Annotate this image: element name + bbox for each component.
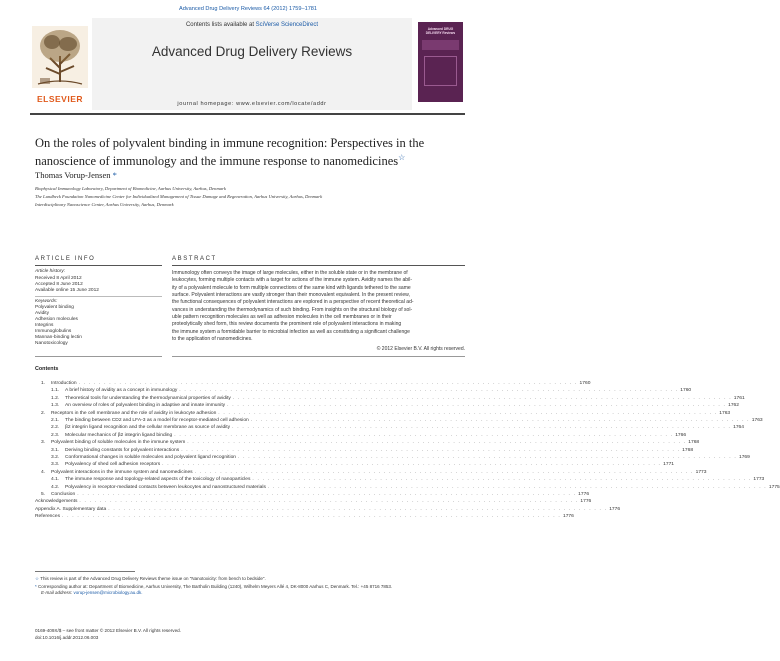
toc-entry-number: 4.2. [51, 484, 60, 490]
corresponding-author-mark[interactable]: * [112, 170, 117, 180]
affiliation-3: Interdisciplinary Nanoscience Center, Aarhus University, Aarhus, Denmark [35, 202, 174, 207]
toc-entry-number: 3.3. [51, 462, 60, 468]
toc-entry[interactable] [35, 498, 592, 505]
email-label: E-mail address: [41, 590, 74, 595]
toc-entry-label[interactable]: Appendix A. Supplementary data [35, 506, 107, 512]
toc-leader-dots: . . . . . . . . . . . . . . . . . . . . . . . . . . . . . . . . . . . . . . . . . . . . . . . . . . . . . . . . . . . . . . . . . . . . . . . . . . . . . . . . . . . . . . . . . . . . . . . . . . [77, 492, 577, 497]
toc-entry-page: 1776 [580, 499, 592, 505]
contents-lists-line [92, 22, 412, 28]
toc-leader-dots: . . . . . . . . . . . . . . . . . . . . . . . . . . . . . . . . . . . . . . . . . . . . . . . . . . . . . . . . . . . . . . . . . . . . . . . . . . . . . . . . . . . . . . . . . . . . . . . . . . [162, 462, 662, 468]
sciencedirect-link[interactable]: SciVerse ScienceDirect [255, 22, 319, 28]
article-title [35, 136, 465, 168]
abstract-line: leukocytes, forming multiple contacts with a target for actions of the immune system. Avidity names the abil- [172, 277, 413, 284]
toc-entry-label[interactable]: Polyvalency in receptor-mediated contacts between leukocytes and nanostructured materials [65, 484, 266, 490]
toc-entry-label[interactable]: The immune response and topology-related aspects of the toxicology of nanoparticles [65, 477, 251, 483]
cover-band [422, 40, 459, 50]
toc-entry-page: 1768 [682, 447, 694, 453]
keyword-item: Nanotoxicology [35, 341, 68, 346]
toc-entry-page: 1761 [733, 395, 745, 401]
contents-heading: Contents [35, 366, 59, 372]
toc-leader-dots: . . . . . . . . . . . . . . . . . . . . . . . . . . . . . . . . . . . . . . . . . . . . . . . . . . . . . . . . . . . . . . . . . . . . . . . . . . . . . . . . . . . . . . . . . . . . . . . . . . [62, 514, 561, 520]
abstract-line: proteolytically shed form, this review documents the prominent role of polyvalent interactions in making [172, 321, 402, 328]
toc-entry-label[interactable]: References [35, 514, 61, 520]
toc-entry-label[interactable]: Acknowledgements [35, 499, 78, 505]
footnote-email [35, 590, 465, 596]
toc-leader-dots: . . . . . . . . . . . . . . . . . . . . . . . . . . . . . . . . . . . . . . . . . . . . . . . . . . . . . . . . . . . . . . . . . . . . . . . . . . . . . . . . . . . . . . . . . . . . . . . . . . [227, 403, 727, 409]
toc-entry-label[interactable]: Introduction [51, 381, 77, 386]
email-link[interactable]: vorup-jensen@microbiology.au.dk. [73, 590, 143, 595]
toc-entry-number: 1. [41, 381, 46, 386]
author-name: Thomas Vorup-Jensen [35, 170, 111, 180]
toc-entry[interactable] [35, 439, 700, 446]
keyword-item: Avidity [35, 311, 50, 316]
history-accepted: Accepted 8 June 2012 [35, 282, 83, 287]
abstract-rule [172, 265, 465, 266]
toc-entry-number: 2.2. [51, 425, 60, 431]
toc-leader-dots: . . . . . . . . . . . . . . . . . . . . . . . . . . . . . . . . . . . . . . . . . . . . . . . . . . . . . . . . . . . . . . . . . . . . . . . . . . . . . . . . . . . . . . . . . . . . . . . . . . [218, 410, 718, 416]
toc-entry[interactable] [35, 491, 590, 498]
toc-entry[interactable] [35, 395, 745, 402]
toc-entry[interactable] [35, 447, 694, 454]
keyword-item: Integrins [35, 323, 54, 328]
toc-leader-dots: . . . . . . . . . . . . . . . . . . . . . . . . . . . . . . . . . . . . . . . . . . . . . . . . . . . . . . . . . . . . . . . . . . . . . . . . . . . . . . . . . . . . . . . . . . . . . . . . . . [179, 388, 679, 394]
toc-entry[interactable] [35, 476, 765, 483]
toc-leader-dots: . . . . . . . . . . . . . . . . . . . . . . . . . . . . . . . . . . . . . . . . . . . . . . . . . . . . . . . . . . . . . . . . . . . . . . . . . . . . . . . . . . . . . . . . . . . . . . . . . . [194, 469, 694, 475]
toc-entry-page: 1762 [728, 403, 739, 409]
toc-entry-page: 1773 [753, 477, 765, 483]
toc-entry-number: 3. [41, 440, 46, 446]
toc-entry-number: 5. [41, 492, 46, 497]
toc-entry-number: 3.2. [51, 455, 60, 460]
toc-entry-label[interactable]: Polyvalency of shed cell adhesion receptors [65, 462, 161, 468]
toc-entry-number: 1.2. [51, 395, 60, 401]
abstract-body [172, 270, 465, 343]
keyword-item: Immunoglobulins [35, 329, 72, 334]
toc-entry-page: 1763 [719, 410, 731, 416]
toc-leader-dots: . . . . . . . . . . . . . . . . . . . . . . . . . . . . . . . . . . . . . . . . . . . . . . . . . . . . . . . . . . . . . . . . . . . . . . . . . . . . . . . . . . . . . . . . . . . . . . . . . . [174, 432, 674, 438]
article-title-text: On the roles of polyvalent binding in immune recognition: Perspectives in the nanoscience of immunology and the immune response to nanomedicines [35, 136, 425, 168]
toc-entry[interactable] [35, 469, 707, 476]
toc-leader-dots: . . . . . . . . . . . . . . . . . . . . . . . . . . . . . . . . . . . . . . . . . . . . . . . . . . . . . . . . . . . . . . . . . . . . . . . . . . . . . . . . . . . . . . . . . . . . . . . . . . [232, 425, 732, 431]
keywords-label: Keywords: [35, 299, 58, 304]
footnote-text: This review is part of the Advanced Drug Delivery Reviews theme issue on "Nanotoxicity: from bench to bedside". [40, 576, 266, 581]
toc-entry-label[interactable]: A brief history of avidity as a concept in immunology [65, 388, 178, 394]
toc-entry-label[interactable]: Conclusion [51, 492, 76, 497]
doi-link[interactable]: doi:10.1016/j.addr.2012.06.003 [35, 635, 99, 640]
history-online: Available online 15 June 2012 [35, 288, 99, 293]
toc-entry-label[interactable]: Molecular mechanics of β2 integrin ligand binding [65, 432, 173, 438]
article-info-rule [35, 265, 162, 266]
toc-entry-label[interactable]: The binding between CD2 and LFA-3 as a model for receptor-mediated cell adhesion [65, 418, 249, 423]
affiliation-2: The Lundbeck Foundation Nanomedicine Center for Individualized Management of Tissue Damage and Regeneration, Aarhus University, Aarhus, Denmark [35, 194, 323, 199]
toc-leader-dots: . . . . . . . . . . . . . . . . . . . . . . . . . . . . . . . . . . . . . . . . . . . . . . . . . . . . . . . . . . . . . . . . . . . . . . . . . . . . . . . . . . . . . . . . . . . . . . . . . . [250, 418, 750, 423]
cover-frame [424, 56, 457, 86]
footnote-theme-issue [35, 576, 465, 582]
toc-entry-page: 1773 [695, 469, 707, 475]
homepage-prefix: journal homepage: [177, 101, 237, 107]
elsevier-logo [30, 18, 90, 110]
toc-entry[interactable] [35, 484, 780, 491]
toc-entry-number: 1.1. [51, 388, 60, 394]
toc-entry-number: 2.3. [51, 432, 60, 438]
title-footnote-mark[interactable]: ☆ [398, 152, 406, 162]
article-info-bottom-rule [35, 356, 162, 357]
footnote-rule [35, 571, 135, 572]
toc-entry-page: 1769 [738, 455, 750, 460]
toc-entry-page: 1776 [562, 514, 574, 520]
abstract-bottom-rule [172, 356, 465, 357]
toc-entry-number: 3.1. [51, 447, 60, 453]
toc-leader-dots: . . . . . . . . . . . . . . . . . . . . . . . . . . . . . . . . . . . . . . . . . . . . . . . . . . . . . . . . . . . . . . . . . . . . . . . . . . . . . . . . . . . . . . . . . . . . . . . . . . [79, 499, 579, 505]
history-label: Article history: [35, 269, 66, 274]
copyright-notice: © 2012 Elsevier B.V. All rights reserved. [376, 346, 465, 352]
toc-leader-dots: . . . . . . . . . . . . . . . . . . . . . . . . . . . . . . . . . . . . . . . . . . . . . . . . . . . . . . . . . . . . . . . . . . . . . . . . . . . . . . . . . . . . . . . . . . . . . . . . . . [108, 506, 608, 512]
abstract-line: uble pattern recognition molecules as well as adhesion molecules in the cell membranes or in their [172, 314, 392, 321]
toc-entry-page: 1776 [609, 506, 621, 512]
abstract-line: to the application of nanomedicines. [172, 336, 253, 343]
toc-entry[interactable] [35, 417, 763, 424]
keyword-item: Mannan-binding lectin [35, 335, 82, 340]
toc-leader-dots: . . . . . . . . . . . . . . . . . . . . . . . . . . . . . . . . . . . . . . . . . . . . . . . . . . . . . . . . . . . . . . . . . . . . . . . . . . . . . . . . . . . . . . . . . . . . . . . . . . [238, 455, 737, 460]
journal-masthead [30, 18, 465, 110]
toc-entry-page: 1766 [675, 432, 687, 438]
toc-entry-page: 1771 [663, 462, 675, 468]
abstract-line: vances in understanding the thermodynamics of such binding. From insights on the structural biology of sol- [172, 306, 413, 313]
toc-entry[interactable] [35, 461, 675, 468]
toc-entry-label[interactable]: Deriving binding constants for polyvalent interactions [65, 447, 180, 453]
keyword-item: Adhesion molecules [35, 317, 78, 322]
toc-entry[interactable] [35, 410, 731, 417]
toc-entry[interactable] [35, 432, 687, 439]
masthead-banner [92, 18, 412, 110]
toc-entry-page: 1768 [688, 440, 700, 446]
toc-entry[interactable] [35, 513, 574, 520]
abstract-heading: ABSTRACT [172, 256, 217, 262]
author-line [35, 170, 117, 180]
toc-entry[interactable] [35, 380, 591, 387]
contents-prefix: Contents lists available at [185, 22, 256, 28]
toc-leader-dots: . . . . . . . . . . . . . . . . . . . . . . . . . . . . . . . . . . . . . . . . . . . . . . . . . . . . . . . . . . . . . . . . . . . . . . . . . . . . . . . . . . . . . . . . . . . . . . . . . . [181, 447, 681, 453]
toc-leader-dots: . . . . . . . . . . . . . . . . . . . . . . . . . . . . . . . . . . . . . . . . . . . . . . . . . . . . . . . . . . . . . . . . . . . . . . . . . . . . . . . . . . . . . . . . . . . . . . . . . . [252, 477, 752, 483]
abstract-line: surface. Polyvalent interactions are vastly stronger than their monovalent equivalent. In the present review, [172, 292, 410, 299]
article-info-heading: ARTICLE INFO [35, 256, 96, 262]
toc-entry-number: 4.1. [51, 477, 60, 483]
toc-entry-page: 1760 [680, 388, 692, 394]
abstract-line: the immune system a formidable barrier to microbial infection as well as constituting a significant challenge [172, 328, 410, 335]
toc-entry-number: 2.1. [51, 418, 60, 423]
footnote-text: Corresponding author at: Department of Biomedicine, Aarhus University, The Bartholin Building (1240), Wilhelm Meyers Allé 4, DK-8000 Aarhus C, Denmark. Tel.: +45 8716 7853. [38, 584, 393, 589]
journal-reference[interactable]: Advanced Drug Delivery Reviews 64 (2012) 1759–1781 [178, 6, 318, 12]
toc-leader-dots: . . . . . . . . . . . . . . . . . . . . . . . . . . . . . . . . . . . . . . . . . . . . . . . . . . . . . . . . . . . . . . . . . . . . . . . . . . . . . . . . . . . . . . . . . . . . . . . . . . [232, 395, 732, 401]
toc-entry[interactable] [35, 387, 692, 394]
affiliation-1: Biophysical Immunology Laboratory, Department of Biomedicine, Aarhus University, Aarhus, Denmark [35, 186, 226, 191]
abstract-line: the functional consequences of polyvalent interactions are explored in a perspective of recent theoretical ad- [172, 299, 414, 306]
toc-entry-page: 1763 [751, 418, 763, 423]
homepage-link[interactable]: www.elsevier.com/locate/addr [236, 101, 327, 107]
toc-entry[interactable] [35, 454, 750, 461]
history-received: Received 8 April 2012 [35, 276, 82, 281]
issn-line: 0169-409X/$ – see front matter © 2012 Elsevier B.V. All rights reserved. [35, 628, 181, 633]
toc-entry[interactable] [35, 402, 739, 409]
toc-entry-label[interactable]: Theoretical tools for understanding the thermodynamical properties of avidity [65, 395, 231, 401]
journal-cover-image[interactable] [418, 22, 463, 102]
keyword-item: Polyvalent binding [35, 305, 74, 310]
toc-entry-page: 1775 [768, 484, 780, 490]
toc-entry-page: 1776 [578, 492, 590, 497]
journal-homepage-line [92, 101, 412, 107]
toc-entry-label[interactable]: β2 integrin ligand recognition and the cellular membrane as source of avidity [65, 425, 231, 431]
abstract-line: Immunology often conveys the image of large molecules, either in the soluble state or in the membrane of [172, 270, 408, 276]
toc-entry-label[interactable]: Conformational changes in soluble molecules and polyvalent ligand recognition [65, 455, 237, 460]
publisher-name: ELSEVIER [36, 94, 84, 104]
toc-entry-number: 1.3. [51, 403, 60, 409]
toc-entry[interactable] [35, 424, 744, 431]
toc-leader-dots: . . . . . . . . . . . . . . . . . . . . . . . . . . . . . . . . . . . . . . . . . . . . . . . . . . . . . . . . . . . . . . . . . . . . . . . . . . . . . . . . . . . . . . . . . . . . . . . . . . [267, 484, 767, 490]
cover-title: Advanced DRUG DELIVERY Reviews [425, 27, 456, 35]
toc-leader-dots: . . . . . . . . . . . . . . . . . . . . . . . . . . . . . . . . . . . . . . . . . . . . . . . . . . . . . . . . . . . . . . . . . . . . . . . . . . . . . . . . . . . . . . . . . . . . . . . . . . [187, 440, 687, 446]
toc-entry-number: 4. [41, 469, 46, 475]
abstract-line: ity of a polyvalent molecule to form multiple connections of the same kind with ligands tethered to the same [172, 284, 411, 291]
toc-entry-page: 1760 [579, 381, 591, 386]
journal-title[interactable]: Advanced Drug Delivery Reviews [151, 44, 353, 59]
toc-leader-dots: . . . . . . . . . . . . . . . . . . . . . . . . . . . . . . . . . . . . . . . . . . . . . . . . . . . . . . . . . . . . . . . . . . . . . . . . . . . . . . . . . . . . . . . . . . . . . . . . . . [78, 381, 578, 386]
toc-entry-label[interactable]: Polyvalent interactions in the immune system and nanomedicines [51, 469, 193, 475]
masthead-divider [30, 113, 465, 115]
footnote-mark: ☆ [35, 576, 40, 581]
article-info-divider [35, 296, 162, 297]
toc-entry-number: 2. [41, 410, 46, 416]
footnote-mark: * [35, 584, 37, 589]
toc-entry-label[interactable]: Polyvalent binding of soluble molecules in the immune system [51, 440, 186, 446]
toc-entry[interactable] [35, 506, 621, 513]
toc-entry-label[interactable]: An overview of roles of polyvalent binding in adaptive and innate immunity [65, 403, 226, 409]
toc-entry-label[interactable]: Receptors in the cell membrane and the role of avidity in leukocyte adhesion [51, 410, 217, 416]
toc-entry-page: 1764 [733, 425, 744, 431]
